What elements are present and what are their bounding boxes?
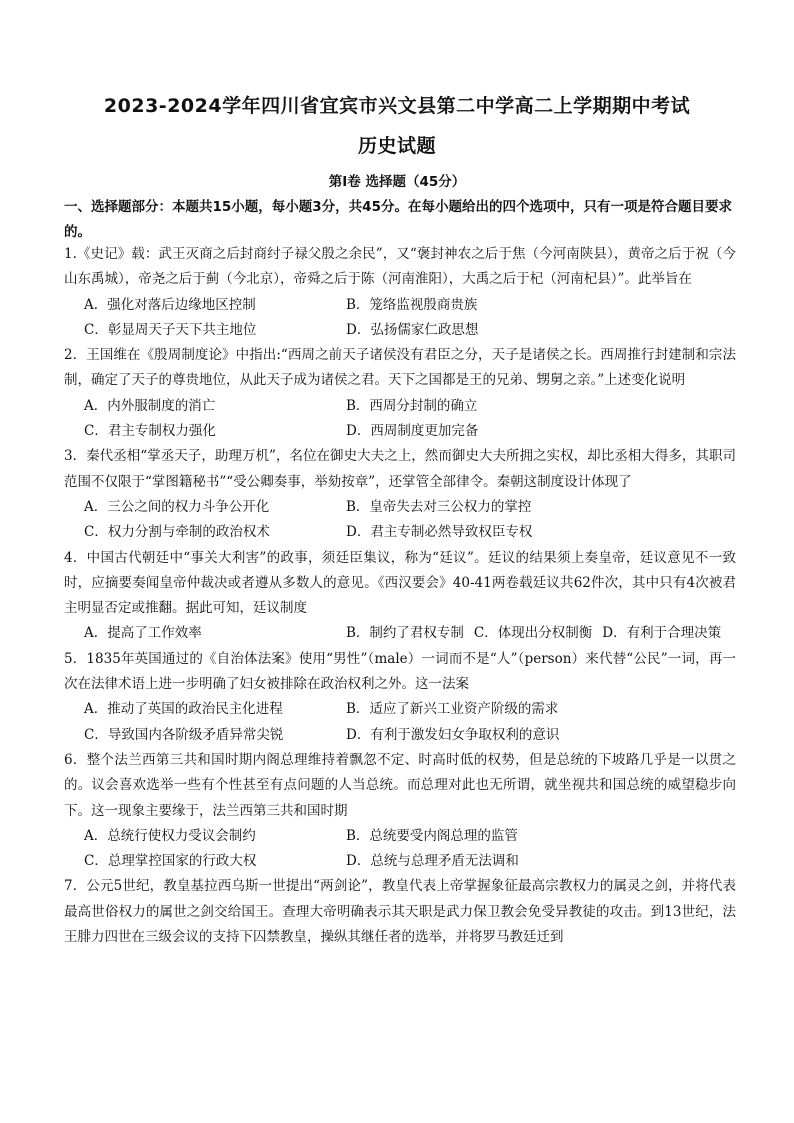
option-d: D．总统与总理矛盾无法调和 [346,853,519,870]
options [64,293,736,344]
option-a: A．三公之间的权力斗争公开化 [84,498,270,515]
option-b: B．笼络监视殷商贵族 [346,296,478,313]
option-d: D．弘扬儒家仁政思想 [346,321,479,338]
option-c: C．权力分割与牵制的政治权术 [84,524,270,541]
volume-heading: 第Ⅰ卷 选择题（45分） [328,174,466,190]
options [64,697,736,748]
question-list [64,242,736,950]
option-d: D．西周制度更加完备 [346,423,479,440]
option-c: C．彰显周天子天下共主地位 [84,321,257,338]
option-d: D．君主专制必然导致权臣专权 [346,524,533,541]
option-c: C．体现出分权制衡 [473,625,593,642]
question-7 [64,874,736,950]
option-c: C．导致国内各阶级矛盾异常尖锐 [84,726,284,743]
option-c: C．君主专制权力强化 [84,423,216,440]
option-a: A．推动了英国的政治民主化进程 [84,701,283,718]
option-b: B．制约了君权专制 [346,625,464,642]
options [64,621,736,646]
question-4 [64,546,736,647]
option-a: A．提高了工作效率 [84,625,202,642]
question-stem: 6．整个法兰西第三共和国时期内阁总理维持着飘忽不定、时高时低的权势，但是总统的下坡路几乎是一以贯之的。议会喜欢选举一些有个性甚至有点问题的人当总统。而总理对此也无所谓，就坐视共和国总统的威望稳步向下。这一现象主要缘于，法兰西第三共和国时期 [64,751,736,819]
options [64,495,736,546]
options [64,394,736,445]
question-6 [64,748,736,874]
question-stem: 2．王国维在《殷周制度论》中指出:“西周之前天子诸侯没有君臣之分，天子是诸侯之长。西周推行封建制和宗法制，确定了天子的尊贵地位，从此天子成为诸侯之君。天下之国都是王的兄弟、甥舅之亲。”上述变化说明 [64,347,736,389]
option-b: B．皇帝失去对三公权力的掌控 [346,498,532,515]
option-c: C．总理掌控国家的行政大权 [84,853,257,870]
question-5 [64,647,736,748]
question-stem: 3．秦代丞相“掌丞天子，助理万机”，名位在御史大夫之上，然而御史大夫所拥之实权，却比丞相大得多，其职司范围不仅限于“掌图籍秘书”“受公卿奏事，举劾按章”，还掌管全部律令。秦朝这制度设计体现了 [64,448,736,490]
question-1 [64,242,736,343]
option-a: A．强化对落后边缘地区控制 [84,296,256,313]
question-stem: 7．公元5世纪，教皇基拉西乌斯一世提出“两剑论”，教皇代表上帝掌握象征最高宗教权力的属灵之剑，并将代表最高世俗权力的属世之剑交给国王。查理大帝明确表示其天职是武力保卫教会免受异教徒的攻击。到13世纪，法王腓力四世在三级会议的支持下囚禁教皇，操纵其继任者的选举，并将罗马教廷迁到 [64,878,736,946]
option-a: A．总统行使权力受议会制约 [84,827,256,844]
option-b: B．西周分封制的确立 [346,397,478,414]
option-a: A．内外服制度的消亡 [84,397,216,414]
question-stem: 1.《史记》载：武王灭商之后封商纣子禄父殷之余民”，又“褒封神农之后于焦（今河南陕县），黄帝之后于祝（今山东禹城），帝尧之后于蓟（今北京），帝舜之后于陈（河南淮阳），大禹之后于杞（河南杞县）”。此举旨在 [64,246,736,288]
option-b: B．总统要受内阁总理的监管 [346,827,518,844]
section-instructions: 一、选择题部分：本题共15小题，每小题3分，共45分。在每小题给出的四个选项中，只有一项是符合题目要求的。 [64,199,732,240]
question-2 [64,343,736,444]
question-stem: 5．1835年英国通过的《自治体法案》使用“男性”（male）一词而不是“人”（person）来代替“公民”一词，再一次在法律术语上进一步明确了妇女被排除在政治权利之外。这一法案 [64,650,736,693]
exam-subject: 历史试题 [357,135,436,157]
exam-title: 2023-2024学年四川省宜宾市兴文县第二中学高二上学期期中考试 [103,95,691,117]
option-d: D．有利于合理决策 [602,625,722,642]
option-d: D．有利于激发妇女争取权利的意识 [346,726,560,743]
question-stem: 4．中国古代朝廷中“事关大利害”的政事，须廷臣集议，称为“廷议”。廷议的结果须上奏皇帝，廷议意见不一致时，应摘要奏闻皇帝仲裁决或者遵从多数人的意见。《西汉要会》40-41两卷载廷议共62件次，其中只有4次被君主明显否定或推翻。据此可知，廷议制度 [64,549,736,617]
option-b: B．适应了新兴工业资产阶级的需求 [346,701,559,718]
options [64,824,736,875]
question-3 [64,444,736,545]
